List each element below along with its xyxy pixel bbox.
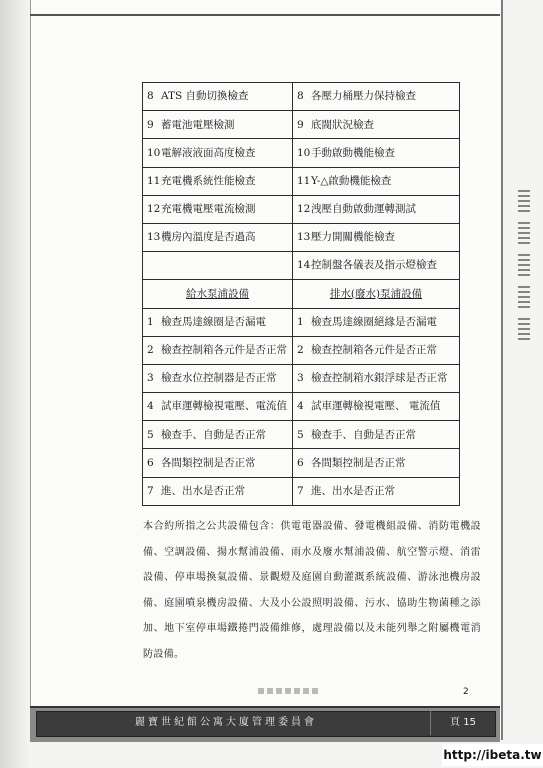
table-row (143, 111, 460, 139)
table-row (143, 336, 460, 364)
table-cell: 6 各間類控制是否正常 (293, 449, 460, 477)
table-row (143, 83, 460, 111)
water-supply-pump-header: 給水泵浦設備 (143, 280, 293, 308)
scan-smudge (258, 688, 318, 694)
table-row (143, 252, 460, 280)
table-cell: 10手動啟動機能檢查 (293, 139, 460, 167)
table-cell: 13機房內溫度是否過高 (143, 223, 293, 251)
table-cell: 3 檢查控制箱水銀浮球是否正常 (293, 364, 460, 392)
table-cell: 4 試車運轉檢視電壓、電流值 (143, 393, 293, 421)
table-cell: 9 蓄電池電壓檢測 (143, 111, 293, 139)
table-cell: 12充電機電壓電流檢測 (143, 195, 293, 223)
table-cell: 9 底閥狀況檢查 (293, 111, 460, 139)
table-cell: 8 ATS 自動切換檢查 (143, 83, 293, 111)
table-cell: 6 各間類控制是否正常 (143, 449, 293, 477)
table-cell: 7 進、出水是否正常 (143, 477, 293, 505)
table-cell: 13壓力開關機能檢查 (293, 223, 460, 251)
table-cell: 8 各壓力桶壓力保持檢查 (293, 83, 460, 111)
table-row (143, 308, 460, 336)
table-row (143, 195, 460, 223)
scan-edge-marks (518, 190, 538, 390)
table-cell: 7 進、出水是否正常 (293, 477, 460, 505)
binder-shadow (0, 0, 30, 768)
table-cell: 11充電機系統性能檢查 (143, 167, 293, 195)
maintenance-checklist-table (142, 82, 460, 506)
table-cell: 10電解液液面高度檢查 (143, 139, 293, 167)
table-cell: 5 檢查手、自動是否正常 (293, 421, 460, 449)
table-row (143, 393, 460, 421)
footer-title: 麗寶世紀館公寓大廈管理委員會 (135, 717, 317, 728)
table-row (143, 364, 460, 392)
table-row (143, 421, 460, 449)
drainage-pump-header: 排水(廢水)泵浦設備 (293, 280, 460, 308)
table-cell: 11Y-△啟動機能檢查 (293, 167, 460, 195)
table-cell: 1 檢查馬達線圈是否漏電 (143, 308, 293, 336)
table-row (143, 477, 460, 505)
table-row (143, 139, 460, 167)
footer-page-label: 頁 15 (430, 711, 495, 735)
table-cell-empty (143, 252, 293, 280)
watermark-url: http://ibeta.tw (442, 744, 543, 766)
section-header-row (143, 280, 460, 308)
table-row (143, 167, 460, 195)
table-cell: 3 檢查水位控制器是否正常 (143, 364, 293, 392)
top-rule (30, 14, 500, 16)
table-cell: 5 檢查手、自動是否正常 (143, 421, 293, 449)
table-cell: 14控制盤各儀表及指示燈檢查 (293, 252, 460, 280)
table-row (143, 223, 460, 251)
table-row (143, 449, 460, 477)
page-number: 2 (463, 687, 469, 697)
table-cell: 2 檢查控制箱各元件是否正常 (293, 336, 460, 364)
public-equipment-paragraph: 本合約所指之公共設備包含：供電電器設備、發電機組設備、消防電機設備、空調設備、揚水幫浦設備、雨水及廢水幫浦設備、航空警示燈、消雷設備、停車場換氣設備、景觀燈及庭園自動灌溉系統設備、游泳池機房設備、庭園噴泉機房設備、大及小公設照明設備、污水、協助生物菌種之添加、地下室停車場鐵捲門設備維修，處理設備以及未能列舉之附屬機電消防設備。 (143, 521, 481, 660)
table-cell: 1 檢查馬達線圈絕緣是否漏電 (293, 308, 460, 336)
table-cell: 12洩壓自動啟動運轉測試 (293, 195, 460, 223)
table-cell: 4 試車運轉檢視電壓、 電流值 (293, 393, 460, 421)
table-cell: 2 檢查控制箱各元件是否正常 (143, 336, 293, 364)
